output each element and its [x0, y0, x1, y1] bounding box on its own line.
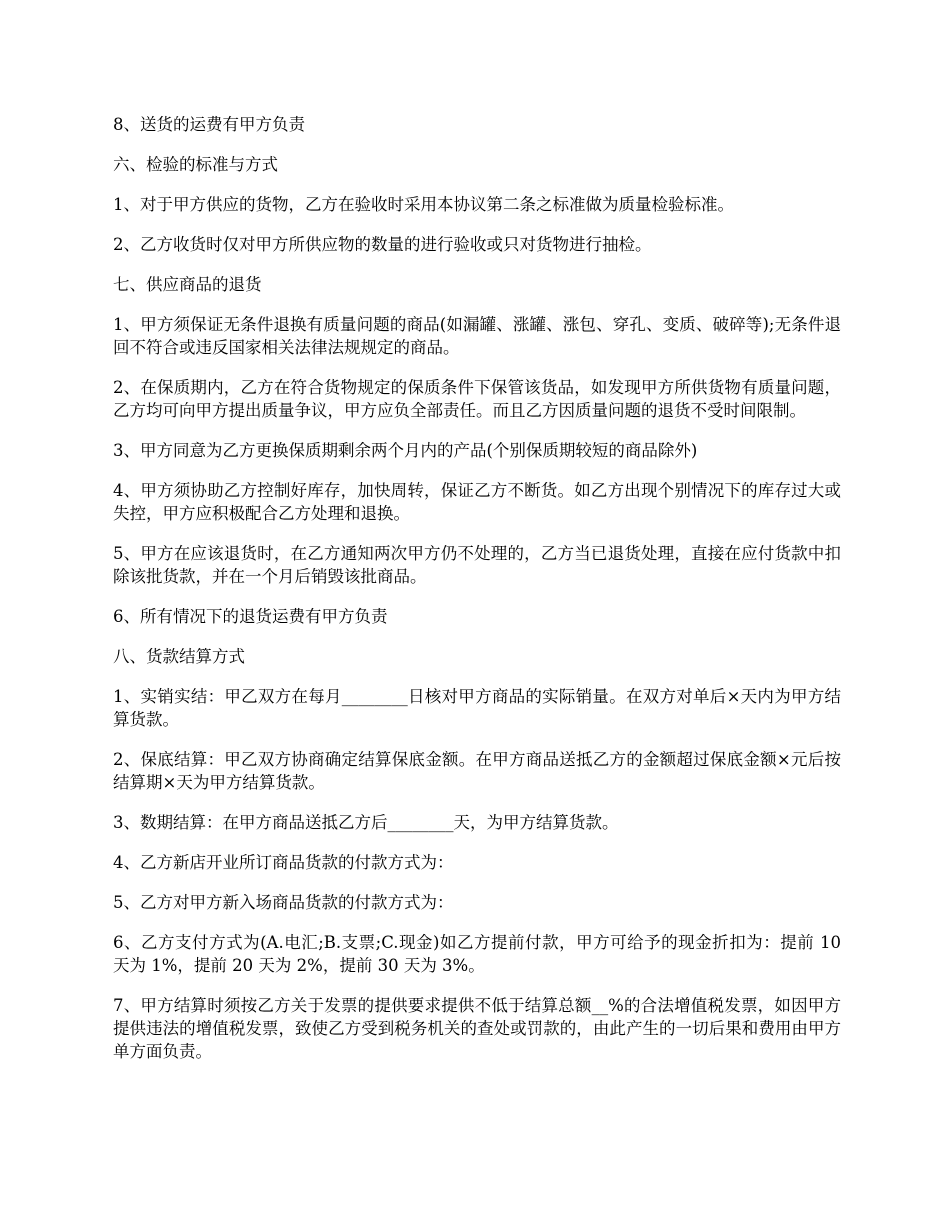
clause-6-1: 1、对于甲方供应的货物，乙方在验收时采用本协议第二条之标准做为质量检验标准。	[113, 195, 734, 214]
section-6-heading: 六、检验的标准与方式	[113, 155, 278, 174]
clause-8-5: 5、乙方对甲方新入场商品货款的付款方式为：	[113, 893, 454, 912]
document-page	[113, 113, 841, 1080]
clause-8-4: 4、乙方新店开业所订商品货款的付款方式为：	[113, 853, 454, 872]
clause-7-3: 3、甲方同意为乙方更换保质期剩余两个月内的产品(个别保质期较短的商品除外)	[113, 441, 698, 460]
clause-8-1: 1、实销实结：甲乙双方在每月________日核对甲方商品的实际销量。在双方对单后×天内为甲方结算货款。	[113, 687, 841, 729]
clause-8-7: 7、甲方结算时须按乙方关于发票的提供要求提供不低于结算总额__%的合法增值税发票，如因甲方提供违法的增值税发票，致使乙方受到税务机关的查处或罚款的，由此产生的一切后果和费用由甲方单方面负责。	[113, 996, 841, 1061]
clause-7-6: 6、所有情况下的退货运费有甲方负责	[113, 607, 388, 626]
clause-8-6: 6、乙方支付方式为(A.电汇;B.支票;C.现金)如乙方提前付款，甲方可给予的现金折扣为：提前 10 天为 1%，提前 20 天为 2%，提前 30 天为 3%。	[113, 933, 841, 975]
clause-8-3: 3、数期结算：在甲方商品送抵乙方后________天，为甲方结算货款。	[113, 813, 619, 832]
clause-7-1: 1、甲方须保证无条件退换有质量问题的商品(如漏罐、涨罐、涨包、穿孔、变质、破碎等);无条件退回不符合或违反国家相关法律法规规定的商品。	[113, 315, 841, 357]
clause-7-2: 2、在保质期内，乙方在符合货物规定的保质条件下保管该货品，如发现甲方所供货物有质量问题，乙方均可向甲方提出质量争议，甲方应负全部责任。而且乙方因质量问题的退货不受时间限制。	[113, 378, 841, 420]
clause-7-4: 4、甲方须协助乙方控制好库存，加快周转，保证乙方不断货。如乙方出现个别情况下的库存过大或失控，甲方应积极配合乙方处理和退换。	[113, 481, 841, 523]
clause-7-5: 5、甲方在应该退货时，在乙方通知两次甲方仍不处理的，乙方当已退货处理，直接在应付货款中扣除该批货款，并在一个月后销毁该批商品。	[113, 544, 841, 586]
section-8-heading: 八、货款结算方式	[113, 647, 245, 666]
clause-6-2: 2、乙方收货时仅对甲方所供应物的数量的进行验收或只对货物进行抽检。	[113, 235, 652, 254]
clause-8-2: 2、保底结算：甲乙双方协商确定结算保底金额。在甲方商品送抵乙方的金额超过保底金额×元后按结算期×天为甲方结算货款。	[113, 750, 841, 792]
section-7-heading: 七、供应商品的退货	[113, 275, 262, 294]
clause-8-shipping-cost: 8、送货的运费有甲方负责	[113, 115, 305, 134]
